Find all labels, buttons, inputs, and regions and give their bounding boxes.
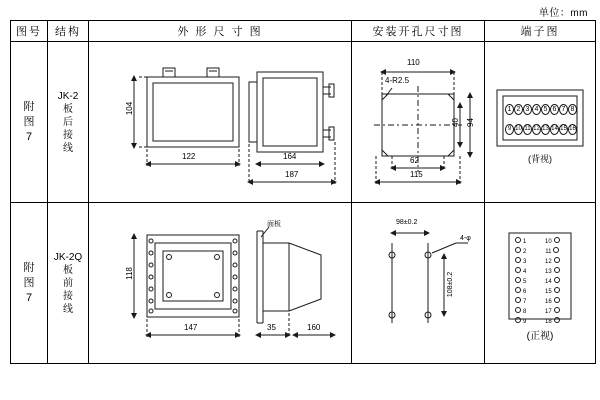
terminal-col-right-2 xyxy=(545,237,560,327)
outline-dim-164: 164 xyxy=(283,152,297,161)
terminal-diagram-1 xyxy=(485,42,595,202)
mount2-dim-hole: 4-φ xyxy=(460,235,471,242)
table-row xyxy=(11,42,596,203)
structure-line-1-1: 板 xyxy=(63,103,73,115)
fig-no-cell-1 xyxy=(11,42,48,203)
terminal-num: 4 xyxy=(515,267,526,277)
mount-dim-62: 62 xyxy=(410,156,419,165)
terminal-num: 11 xyxy=(545,247,560,257)
terminal-num: 12 xyxy=(545,257,560,267)
terminal-num: 16 xyxy=(545,297,560,307)
terminal-num: 1 xyxy=(505,104,514,115)
terminal-num: 12 xyxy=(532,124,541,135)
terminal-diagram-2 xyxy=(485,203,595,363)
terminal-num: 10 xyxy=(545,237,560,247)
terminal-num: 2 xyxy=(515,247,526,257)
header-mounting: 安装开孔尺寸图 xyxy=(352,21,485,42)
header-structure: 结构 xyxy=(48,21,89,42)
terminal-num: 2 xyxy=(514,104,523,115)
terminal-row-top-1 xyxy=(505,104,577,115)
outline-dim-122: 122 xyxy=(182,152,196,161)
structure-cell-1 xyxy=(48,42,89,203)
terminal-num: 10 xyxy=(514,124,523,135)
unit-note: 单位：mm xyxy=(538,8,588,19)
fig-no-label-2 xyxy=(11,261,47,306)
outline2-dim-147: 147 xyxy=(184,323,198,332)
terminal-num: 14 xyxy=(545,277,560,287)
outline-drawing-cell-1 xyxy=(89,42,352,203)
terminal-diagram-cell-1 xyxy=(485,42,596,203)
terminal-num: 9 xyxy=(505,124,514,135)
terminal-num: 6 xyxy=(550,104,559,115)
mounting-drawing-1 xyxy=(352,42,484,202)
terminal-num: 13 xyxy=(545,267,560,277)
terminal-num: 15 xyxy=(545,287,560,297)
structure-line-1-2: 后 xyxy=(63,116,73,128)
header-outline: 外 形 尺 寸 图 xyxy=(89,21,352,42)
mounting-drawing-cell-1 xyxy=(352,42,485,203)
fig-no-cell-2 xyxy=(11,203,48,364)
terminal-num: 8 xyxy=(515,307,526,317)
terminal-num: 7 xyxy=(515,297,526,307)
mount-dim-40: 40 xyxy=(450,118,460,127)
mounting-drawing-2 xyxy=(352,203,484,363)
structure-line-1-3: 接 xyxy=(63,129,73,141)
mount-dim-115: 115 xyxy=(410,170,423,179)
outline-dim-187: 187 xyxy=(285,170,299,179)
terminal-num: 17 xyxy=(545,307,560,317)
structure-line-1-0: JK-2 xyxy=(57,90,79,102)
terminal-num: 3 xyxy=(515,257,526,267)
structure-line-2-3: 接 xyxy=(63,290,73,302)
dimension-table xyxy=(10,20,596,364)
terminal-num: 1 xyxy=(515,237,526,247)
mount-dim-r25: 4-R2.5 xyxy=(385,76,410,85)
structure-line-2-2: 前 xyxy=(63,277,73,289)
structure-line-1-4: 线 xyxy=(63,142,73,154)
table-header-row xyxy=(11,21,596,42)
outline2-note-panel: 面板 xyxy=(267,221,281,228)
outline-drawing-cell-2 xyxy=(89,203,352,364)
header-fig-no: 图号 xyxy=(11,21,48,42)
mount2-dim-108: 108±0.2 xyxy=(447,271,455,298)
terminal-num: 18 xyxy=(545,317,560,327)
mount-dim-110: 110 xyxy=(407,58,420,67)
outline-drawing-1 xyxy=(89,42,351,202)
terminal-num: 6 xyxy=(515,287,526,297)
mount2-dim-98: 98±0.2 xyxy=(396,219,418,226)
fig-no-label-1 xyxy=(11,100,47,145)
structure-line-2-1: 板 xyxy=(63,264,73,276)
structure-cell-2 xyxy=(48,203,89,364)
fig-no-text-2: 附图7 xyxy=(23,261,35,304)
terminal-num: 3 xyxy=(523,104,532,115)
mount-dim-94: 94 xyxy=(465,118,475,127)
structure-line-2-4: 线 xyxy=(63,303,73,315)
terminal-num: 14 xyxy=(550,124,559,135)
structure-line-2-0: JK-2Q xyxy=(53,251,83,263)
table-row xyxy=(11,203,596,364)
terminal-num: 9 xyxy=(515,317,526,327)
terminal-row-bottom-1 xyxy=(505,124,577,135)
outline2-dim-160: 160 xyxy=(307,323,321,332)
structure-label-1 xyxy=(48,90,88,155)
terminal-num: 8 xyxy=(568,104,577,115)
outline2-dim-118: 118 xyxy=(124,267,134,280)
outline2-dim-35: 35 xyxy=(267,323,276,332)
outline-drawing-2 xyxy=(89,203,351,363)
header-terminal: 端子图 xyxy=(485,21,596,42)
terminal-num: 16 xyxy=(568,124,577,135)
fig-no-text-1: 附图7 xyxy=(23,100,35,143)
outline-dim-104: 104 xyxy=(125,101,135,116)
structure-label-2 xyxy=(48,251,88,316)
mounting-drawing-cell-2 xyxy=(352,203,485,364)
terminal-num: 11 xyxy=(523,124,532,135)
terminal-num: 5 xyxy=(515,277,526,287)
terminal-caption-1: (背视) xyxy=(528,154,552,164)
terminal-num: 5 xyxy=(541,104,550,115)
terminal-diagram-cell-2 xyxy=(485,203,596,364)
terminal-caption-2: (正视) xyxy=(526,331,554,342)
terminal-num: 13 xyxy=(541,124,550,135)
terminal-num: 15 xyxy=(559,124,568,135)
terminal-num: 7 xyxy=(559,104,568,115)
terminal-num: 4 xyxy=(532,104,541,115)
terminal-col-left-2 xyxy=(515,237,526,327)
